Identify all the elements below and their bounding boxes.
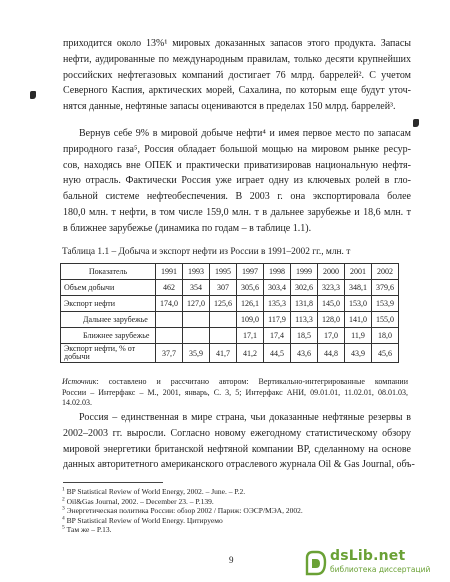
value-cell: 41,7: [210, 344, 237, 363]
table-row: [61, 312, 399, 328]
text-line: природного газа⁵, Россия обладает большой мощью на мировом рынке ресур-: [63, 143, 411, 155]
value-cell: [156, 328, 183, 344]
table-row: [61, 328, 399, 344]
value-cell: 354: [183, 280, 210, 296]
footnote-number: 3: [62, 505, 65, 512]
text-line: 2002–2003 гг. выросли. Согласно новому ежегодному статистическому обзору: [63, 427, 411, 439]
year-header-cell: 2000: [318, 264, 345, 280]
source-line: России – Интерфакс – М., 2001, январь, С. 3, 5; Интерфакс АНИ, 09.01.01, 11.02.01, 08.01.03,: [62, 387, 408, 397]
footnote-text: BP Statistical Review of World Energy, 2002. – June. – P.2.: [66, 487, 246, 496]
value-cell: 127,0: [183, 296, 210, 312]
value-cell: 145,0: [318, 296, 345, 312]
scan-artifact-dot: [413, 119, 419, 127]
value-cell: 125,6: [210, 296, 237, 312]
value-cell: 35,9: [183, 344, 210, 363]
text-line: бальной системе нефтеобеспечения. В 2003 г. она экспортировала более: [63, 191, 411, 203]
text-line: сов, находясь вне ОПЕК и практически приватизировав национальную нефтя-: [63, 159, 411, 171]
text-line: Северного Каспия, арктических морей, Сахалина, по которым еще будут уточ-: [63, 85, 411, 97]
footnote-text: Oil&Gas Journal, 2002. – December 23. – P.139.: [66, 496, 214, 506]
value-cell: 174,0: [156, 296, 183, 312]
oil-data-table: [60, 263, 399, 363]
value-cell: [183, 312, 210, 328]
value-cell: 17,0: [318, 328, 345, 344]
text-line: нятся данные, нефтяные запасы оцениваются в пределах 150 млрд. баррелей³.: [63, 101, 396, 113]
year-header-cell: 1997: [237, 264, 264, 280]
value-cell: 41,2: [237, 344, 264, 363]
text-line: в ближнее зарубежье (динамика по годам – в таблице 1.1).: [63, 222, 312, 234]
value-cell: 141,0: [345, 312, 372, 328]
year-header-cell: 1995: [210, 264, 237, 280]
value-cell: [210, 328, 237, 344]
value-cell: 155,0: [372, 312, 399, 328]
footnote-item: [62, 525, 362, 535]
value-cell: 348,1: [345, 280, 372, 296]
source-text: : составлено и рассчитано автором: Вертикально-интегрированные компании: [96, 377, 408, 386]
dslib-watermark: [304, 548, 442, 576]
table-row: [61, 344, 399, 363]
page-number: 9: [229, 555, 234, 565]
value-cell: 11,9: [345, 328, 372, 344]
footnote-number: 2: [62, 496, 65, 503]
footnotes-list: [62, 487, 362, 535]
value-cell: 153,9: [372, 296, 399, 312]
footnote-number: 1: [62, 486, 65, 493]
footnote-divider: [63, 482, 163, 483]
value-cell: 17,4: [264, 328, 291, 344]
value-cell: 45,6: [372, 344, 399, 363]
value-cell: 17,1: [237, 328, 264, 344]
row-label-cell: Экспорт нефти: [61, 296, 156, 312]
footnote-text: Там же – P.13.: [66, 525, 112, 535]
paragraph-reserves: [63, 36, 411, 115]
value-cell: 44,5: [264, 344, 291, 363]
text-line: российских нефтегазовых компаний достигает 76 млрд. баррелей². С учетом: [63, 69, 411, 81]
table-row: [61, 296, 399, 312]
text-line: приходится около 13%¹ мировых доказанных запасов этого продукта. Запасы: [63, 38, 411, 49]
value-cell: 113,3: [291, 312, 318, 328]
text-line: Россия – единственная в мире страна, чьи доказанные нефтяные резервы в: [79, 412, 411, 423]
year-header-cell: 2001: [345, 264, 372, 280]
table-header-row: [61, 264, 399, 280]
value-cell: 44,8: [318, 344, 345, 363]
value-cell: 379,6: [372, 280, 399, 296]
source-line: [62, 377, 408, 388]
footnote-item: [62, 516, 362, 526]
value-cell: 135,3: [264, 296, 291, 312]
footnote-number: 5: [62, 524, 65, 531]
row-label-cell: Объем добычи: [61, 280, 156, 296]
paragraph-export: [63, 126, 411, 237]
row-label-cell: Дальнее зарубежье: [61, 312, 156, 328]
value-cell: 305,6: [237, 280, 264, 296]
value-cell: 153,0: [345, 296, 372, 312]
text-line: 180,0 млн. т нефти, в том числе 159,0 млн. т в дальнее зарубежье и 18,6 млн. т: [63, 206, 411, 218]
row-label-cell: Ближнее зарубежье: [61, 328, 156, 344]
footnote-item: [62, 487, 362, 497]
footnote-number: 4: [62, 515, 65, 522]
footnote-text: BP Statistical Review of World Energy. Цитируемо: [66, 515, 223, 525]
text-line: мировой энергетики британской нефтяной компании BP, сделанному на основе: [63, 443, 411, 455]
value-cell: 37,7: [156, 344, 183, 363]
year-header-cell: 1991: [156, 264, 183, 280]
header-cell: Показатель: [61, 264, 156, 280]
value-cell: 302,6: [291, 280, 318, 296]
footnote-item: [62, 497, 362, 507]
value-cell: [183, 328, 210, 344]
value-cell: 128,0: [318, 312, 345, 328]
table-caption: Таблица 1.1 – Добыча и экспорт нефти из России в 1991–2002 гг., млн. т: [62, 247, 351, 257]
year-header-cell: 1998: [264, 264, 291, 280]
value-cell: 109,0: [237, 312, 264, 328]
watermark-tagline: библиотека диссертаций: [330, 565, 431, 574]
value-cell: 323,3: [318, 280, 345, 296]
year-header-cell: 1993: [183, 264, 210, 280]
value-cell: 43,9: [345, 344, 372, 363]
source-line: 14.02.03.: [62, 398, 92, 407]
footnote-item: [62, 506, 362, 516]
value-cell: 126,1: [237, 296, 264, 312]
value-cell: 131,8: [291, 296, 318, 312]
source-label: Источник: [62, 377, 97, 386]
footnote-text: Энергетическая политика России: обзор 2002 / Париж: ОЭСР/МЭА, 2002.: [66, 506, 303, 516]
paragraph-reserves-growth: [63, 410, 415, 473]
text-line: ную отрасль. Фактически Россия уже играет одну из ключевых ролей в гло-: [63, 175, 411, 187]
year-header-cell: 2002: [372, 264, 399, 280]
text-line: нефти, аудированные по международным правилам, только десяти крупнейших: [63, 53, 411, 65]
text-line: данных авторитетного американского отраслевого журнала Oil & Gas Journal, объ-: [63, 459, 415, 471]
value-cell: [156, 312, 183, 328]
value-cell: 117,9: [264, 312, 291, 328]
value-cell: [210, 312, 237, 328]
value-cell: 18,5: [291, 328, 318, 344]
value-cell: 43,6: [291, 344, 318, 363]
value-cell: 307: [210, 280, 237, 296]
year-header-cell: 1999: [291, 264, 318, 280]
table-source-note: [62, 377, 408, 409]
text-line: Вернув себе 9% в мировой добыче нефти⁴ и имея первое место по запасам: [79, 128, 411, 139]
table-row: [61, 280, 399, 296]
dslib-logo-icon: [304, 548, 328, 576]
value-cell: 462: [156, 280, 183, 296]
value-cell: 18,0: [372, 328, 399, 344]
scan-artifact-dot: [30, 91, 36, 99]
watermark-brand: dsLib.net: [330, 548, 406, 564]
row-label-cell: Экспорт нефти, % от добычи: [61, 344, 156, 363]
value-cell: 303,4: [264, 280, 291, 296]
